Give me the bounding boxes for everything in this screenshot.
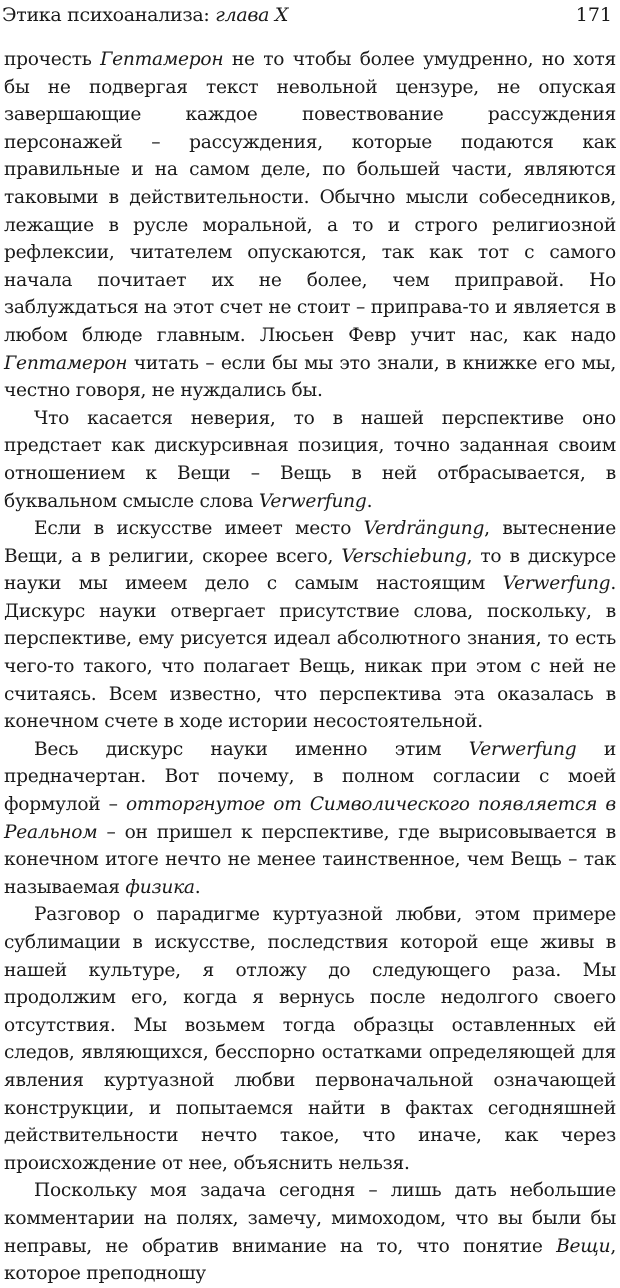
text-run: Разговор о парадигме куртуазной любви, этом примере сублимации в искусстве, последствия которой еще живы в нашей культуре, я отложу до следующего раза. Мы продолжим его, когда я вернусь после недолгого своего отсутствия. Мы возьмем тогда образцы оставленных ей следов, являющихся, бесспорно остатками определяющей для явления куртуазной любви первоначальной означающей конструкции, и попытаемся найти в фактах сегодняшней действительности нечто такое, что иначе, как через происхождение от нее, объяснить нельзя. — [4, 904, 616, 1174]
text-run: читать – если бы мы это знали, в книжке его мы, честно говоря, не нуждались бы. — [4, 352, 616, 402]
text-run: , вытеснение Вещи, а в религии, скорее всего, — [4, 518, 616, 567]
text-run: , которое преподношу — [4, 1235, 616, 1285]
italic-text: отторгнутое от Символического появляется в Реальном — [4, 794, 616, 843]
text-run: . — [366, 490, 373, 512]
text-run: . Дискурс науки отвергает присутствие слова, поскольку, в перспективе, ему рисуется идеал абсолютного знания, то есть чего-то такого, что полагает Вещь, никак при этом с ней не считаясь. Всем известно, что перспектива эта оказалась в конечном счете в ходе истории несостоятельной. — [4, 573, 616, 733]
text-run: . — [194, 876, 201, 898]
page-number: 171 — [575, 4, 612, 26]
italic-text: Гептамерон — [100, 49, 224, 70]
paragraph — [4, 515, 616, 736]
chapter-title — [2, 4, 288, 26]
paragraph — [4, 46, 616, 405]
text-run: Весь дискурс науки именно этим — [34, 738, 469, 760]
paragraph — [4, 1177, 616, 1287]
body-text — [4, 46, 616, 1288]
text-run: Если в искусстве имеет место — [34, 518, 364, 540]
running-head — [2, 2, 612, 28]
italic-text: Гептамерон — [4, 352, 128, 374]
text-run: прочесть — [4, 49, 101, 70]
text-run: Что касается неверия, то в нашей перспективе оно предстает как дискурсивная позиция, точно заданная своим отношением к Вещи – Вещь в ней отбрасывается, в буквальном смысле слова — [4, 407, 616, 512]
paragraph — [4, 736, 616, 902]
italic-text: физика — [125, 876, 195, 898]
italic-text: Verschiebung — [341, 545, 467, 567]
text-run: , то в дискурсе науки мы имеем дело с самым настоящим — [4, 545, 616, 595]
paragraph — [4, 901, 616, 1177]
text-run: и предначертан. Вот почему, в полном согласии с моей формулой – — [4, 738, 617, 816]
italic-text: Verwerfung — [468, 738, 577, 760]
italic-text: Verdrängung — [363, 518, 485, 540]
chapter-title-italic: глава X — [215, 4, 289, 26]
paragraph — [4, 405, 616, 515]
text-run: не то чтобы более умудренно, но хотя бы не подвергая текст невольной цензуре, не опуская завершающие каждое повествование рассуждения персонажей – рассуждения, которые подаются как правильные и на самом деле, по большей части, являются таковыми в действительности. Обычно мысли собеседников, лежащие в русле моральной, а то и строго религиозной рефлексии, читателем опускаются, так как тот с самого начала почитает их не более, чем приправой. Но заблуждаться на этот счет не стоит – приправа-то и является в любом блюде главным. Люсьен Февр учит нас, как надо — [4, 49, 616, 346]
italic-text: Verwerfung — [502, 573, 611, 595]
italic-text: Вещи — [556, 1235, 611, 1257]
chapter-title-plain: Этика психоанализа: — [2, 4, 216, 26]
text-run: Поскольку моя задача сегодня – лишь дать небольшие комментарии на полях, замечу, мимоходом, что вы были бы неправы, не обратив внимание на то, что понятие — [4, 1180, 616, 1257]
italic-text: Verwerfung — [258, 490, 367, 512]
text-run: – он пришел к перспективе, где вырисовывается в конечном итоге нечто не менее таинственное, чем Вещь – так называемая — [4, 821, 616, 898]
